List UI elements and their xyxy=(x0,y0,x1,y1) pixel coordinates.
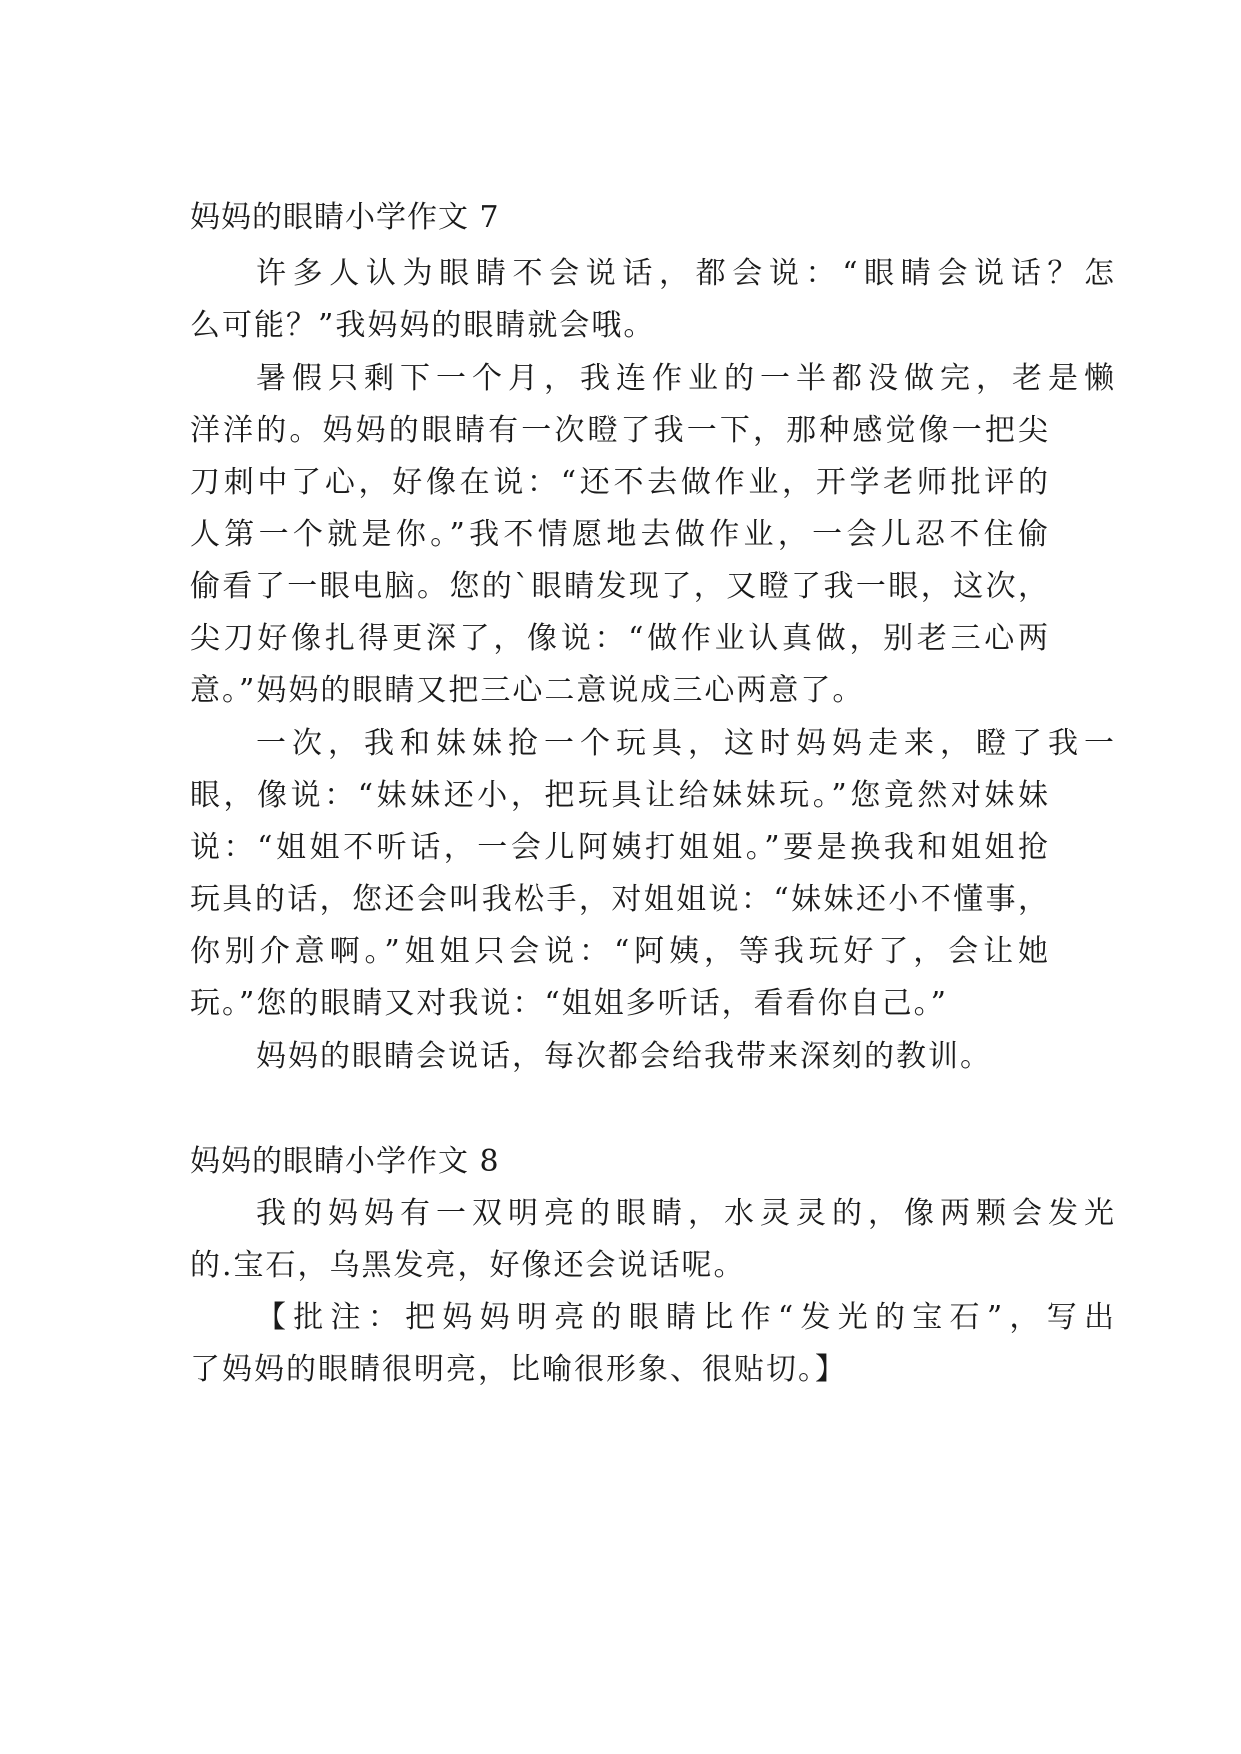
paragraph-line: 洋洋的。妈妈的眼睛有一次瞪了我一下，那种感觉像一把尖 xyxy=(190,413,1050,448)
paragraph-line: 玩具的话，您还会叫我松手，对姐姐说：“妹妹还小不懂事， xyxy=(190,882,1050,917)
paragraph-line: 说：“姐姐不听话，一会儿阿姨打姐姐。”要是换我和姐姐抢 xyxy=(190,830,1050,865)
section-title: 妈妈的眼睛小学作文 7 xyxy=(190,200,500,235)
paragraph-line: 尖刀好像扎得更深了，像说：“做作业认真做，别老三心两 xyxy=(190,621,1050,656)
annotation-line: 【批注：把妈妈明亮的眼睛比作“发光的宝石”，写出 xyxy=(256,1300,1116,1335)
paragraph-line: 玩。”您的眼睛又对我说：“姐姐多听话，看看你自己。” xyxy=(190,986,949,1021)
paragraph-line: 眼，像说：“妹妹还小，把玩具让给妹妹玩。”您竟然对妹妹 xyxy=(190,778,1050,813)
paragraph-line: 么可能？”我妈妈的眼睛就会哦。 xyxy=(190,308,656,343)
paragraph-line: 暑假只剩下一个月，我连作业的一半都没做完，老是懒 xyxy=(256,361,1116,396)
section-title: 妈妈的眼睛小学作文 8 xyxy=(190,1144,500,1179)
paragraph-line: 人第一个就是你。”我不情愿地去做作业，一会儿忍不住偷 xyxy=(190,517,1050,552)
paragraph-line: 你别介意啊。”姐姐只会说：“阿姨，等我玩好了，会让她 xyxy=(190,934,1050,969)
annotation-line: 了妈妈的眼睛很明亮，比喻很形象、很贴切。】 xyxy=(190,1352,847,1387)
paragraph-line: 妈妈的眼睛会说话，每次都会给我带来深刻的教训。 xyxy=(256,1039,992,1074)
paragraph-line: 我的妈妈有一双明亮的眼睛，水灵灵的，像两颗会发光 xyxy=(256,1196,1116,1231)
paragraph-line: 的.宝石，乌黑发亮，好像还会说话呢。 xyxy=(190,1248,746,1283)
paragraph-line: 一次，我和妹妹抢一个玩具，这时妈妈走来，瞪了我一 xyxy=(256,726,1116,761)
paragraph-line: 偷看了一眼电脑。您的`眼睛发现了，又瞪了我一眼，这次， xyxy=(190,569,1050,604)
paragraph-line: 刀刺中了心，好像在说：“还不去做作业，开学老师批评的 xyxy=(190,465,1050,500)
paragraph-line: 许多人认为眼睛不会说话，都会说：“眼睛会说话？怎 xyxy=(256,256,1116,291)
paragraph-line: 意。”妈妈的眼睛又把三心二意说成三心两意了。 xyxy=(190,673,865,708)
